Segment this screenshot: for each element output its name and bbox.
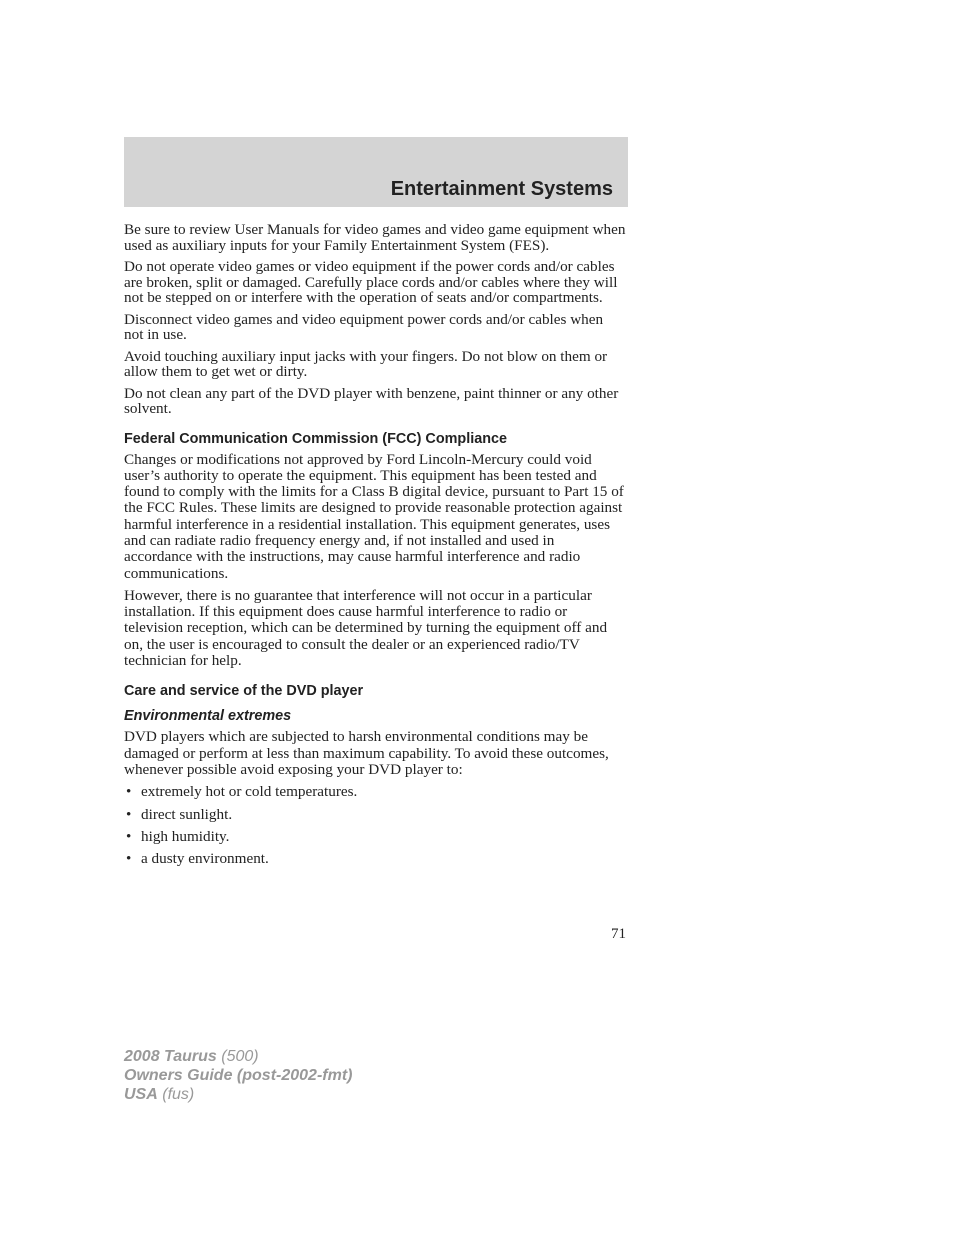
page-number: 71	[611, 926, 626, 942]
fcc-paragraph: However, there is no guarantee that interference will not occur in a particular installation. If this equipment does cause harmful interference to radio or television reception, which can be determined by turning the equipment off and on, the user is encouraged to consult the dealer or an experienced radio/TV technician for help.	[124, 586, 608, 670]
intro-paragraph: Avoid touching auxiliary input jacks with your fingers. Do not blow on them or allow them to get wet or dirty.	[124, 347, 608, 380]
care-paragraph: DVD players which are subjected to harsh environmental conditions may be damaged or perform at less than maximum capability. To avoid these outcomes, whenever possible avoid exposing your DVD player to:	[124, 728, 609, 778]
section-title: Entertainment Systems	[390, 178, 613, 200]
care-heading: Care and service of the DVD player	[124, 683, 364, 700]
list-item: • high humidity.	[126, 828, 230, 846]
document-footer	[124, 1047, 352, 1104]
list-item: • a dusty environment.	[126, 850, 269, 868]
bullet-icon: •	[126, 783, 132, 801]
list-item: • extremely hot or cold temperatures.	[126, 783, 358, 801]
bullet-icon: •	[126, 828, 132, 846]
section-header-band	[124, 137, 628, 207]
bullet-icon: •	[126, 805, 132, 823]
page-content	[124, 222, 626, 874]
environmental-subheading: Environmental extremes	[124, 708, 292, 725]
exposure-list	[124, 784, 626, 874]
fcc-heading: Federal Communication Commission (FCC) Compliance	[124, 430, 507, 447]
list-item: • direct sunlight.	[126, 805, 233, 823]
intro-paragraph: Disconnect video games and video equipment power cords and/or cables when not in use.	[124, 310, 604, 343]
intro-paragraph: Be sure to review User Manuals for video games and video game equipment when used as auxiliary inputs for your Family Entertainment System (FES).	[124, 221, 626, 254]
footer-line-model: 2008 Taurus (500)	[124, 1048, 259, 1065]
footer-line-guide: Owners Guide (post-2002-fmt)	[124, 1067, 353, 1084]
footer-line-market: USA (fus)	[124, 1086, 195, 1103]
bullet-icon: •	[126, 850, 132, 868]
intro-paragraph: Do not operate video games or video equipment if the power cords and/or cables are broken, split or damaged. Carefully place cords and/or cables where they will not be stepped on or interfere with the operation of seats and/or compartments.	[124, 258, 618, 306]
intro-paragraph: Do not clean any part of the DVD player with benzene, paint thinner or any other solvent.	[124, 384, 619, 417]
fcc-paragraph: Changes or modifications not approved by Ford Lincoln-Mercury could void user’s authority to operate the equipment. This equipment has been tested and found to comply with the limits for a Class B digital device, pursuant to Part 15 of the FCC Rules. These limits are designed to provide reasonable protection against harmful interference in a residential installation. This equipment generates, uses and can radiate radio frequency energy and, if not installed and used in accordance with the instructions, may cause harmful interference and radio communications.	[124, 450, 624, 582]
